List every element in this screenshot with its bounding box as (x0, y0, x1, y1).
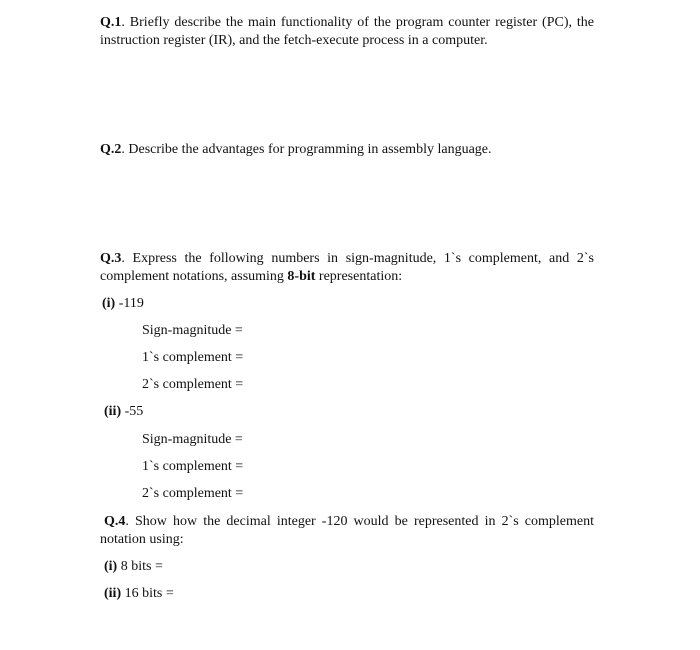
q3-part-i-value: -119 (115, 296, 144, 311)
q3-number: Q.3 (100, 251, 122, 266)
q3-line2-post: representation: (315, 269, 403, 284)
q4-line2: notation using: (100, 532, 184, 547)
q1-line2: instruction register (IR), and the fetch-execute process in a computer. (100, 33, 488, 48)
q3-part-ii-value: -55 (121, 404, 144, 419)
q3-line1 (100, 250, 594, 268)
q4-part-i-value: 8 bits = (117, 559, 163, 574)
q3-part-i-sign-magnitude: Sign-magnitude = (142, 323, 243, 338)
q1-number: Q.1 (100, 15, 122, 30)
q4-line1-text: . Show how the decimal integer -120 would be represented in 2`s complement (125, 514, 594, 529)
q3-part-ii-sign-magnitude: Sign-magnitude = (142, 432, 243, 447)
q3-line2-pre: complement notations, assuming (100, 269, 288, 284)
q4-part-i-label: (i) (104, 559, 118, 574)
q3-part-i-ones-complement: 1`s complement = (142, 350, 244, 365)
q1-line1-text: . Briefly describe the main functionality of the program counter register (PC), the (121, 15, 594, 30)
q4-part-i (104, 558, 163, 576)
q3-line2-bold: 8-bit (287, 269, 316, 284)
q3-part-i-label: (i) (102, 296, 116, 311)
q4-part-ii-label: (ii) (104, 586, 122, 601)
q3-part-ii-ones-complement: 1`s complement = (142, 459, 244, 474)
q3-part-ii-label: (ii) (104, 404, 122, 419)
q2-text: . Describe the advantages for programming in assembly language. (121, 142, 492, 157)
q4-number: Q.4 (104, 514, 126, 529)
q4-part-ii-value: 16 bits = (121, 586, 174, 601)
q1-line1 (100, 14, 594, 32)
q3-line2 (100, 268, 402, 286)
q3-part-ii-twos-complement: 2`s complement = (142, 486, 244, 501)
q4-line1 (104, 513, 594, 531)
q3-part-ii-heading (104, 403, 143, 421)
q3-part-i-twos-complement: 2`s complement = (142, 377, 244, 392)
q2-question (100, 141, 492, 159)
q2-number: Q.2 (100, 142, 122, 157)
q3-part-i-heading (102, 295, 144, 313)
q4-part-ii (104, 585, 174, 603)
q3-line1-text: . Express the following numbers in sign-magnitude, 1`s complement, and 2`s (121, 251, 594, 266)
